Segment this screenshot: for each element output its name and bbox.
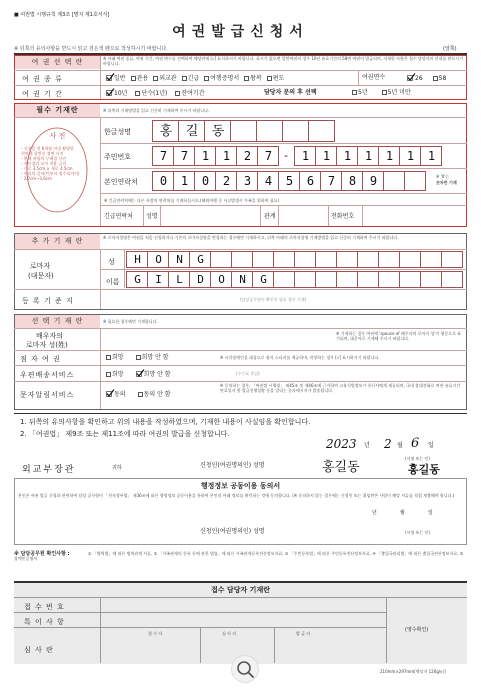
rrn-back-char: 1 — [322, 149, 331, 163]
pages-option[interactable] — [407, 75, 423, 82]
given-name-cell[interactable] — [315, 271, 337, 288]
passport-type-option[interactable] — [153, 75, 176, 82]
phone-cell[interactable] — [194, 171, 216, 191]
consent-signer-label: 신청인(여권명의인) 성명 — [200, 528, 265, 535]
emergency-phone-label: 전화번호 — [331, 213, 355, 220]
given-name-label: 이름 — [106, 278, 120, 286]
spouse-label-1: 배우자의 — [36, 332, 64, 340]
photo-note-line: : 3.2cm~3.6cm — [21, 176, 52, 181]
officer-option[interactable] — [352, 89, 368, 96]
official-label: ※ 담당공무원 확인사항 : — [14, 551, 70, 557]
rrn-back-cell[interactable] — [294, 146, 316, 166]
sms-option[interactable] — [138, 391, 171, 398]
korean-name-cell[interactable] — [178, 120, 205, 142]
korean-name-char: 홍 — [159, 124, 173, 139]
sms-service-label: 문자알림서비스 — [20, 391, 75, 399]
checkbox-icon[interactable] — [136, 355, 141, 360]
photo-note-line: - 머리의 길이(턱부터 정수리까지) — [21, 171, 80, 176]
rrn-dash: - — [282, 149, 290, 162]
spouse-surname-input[interactable] — [102, 331, 332, 349]
phone-char: 8 — [348, 174, 357, 188]
phone-label: 본인연락처 — [104, 178, 138, 186]
optional-section-label: 선 택 기 재 란 — [15, 315, 100, 328]
zoom-button[interactable] — [231, 655, 259, 683]
phone-char: 9 — [369, 174, 378, 188]
phone-char: 0 — [201, 174, 210, 188]
surname-char: G — [197, 253, 204, 266]
sms-note: ※ 동의하는 경우, 「여권법 시행령」 제45조 및 제46조에 근거하여 고유식별정보가 통신사에게 제공되며, 국내 휴대전화로 여권 유효기간 만료일자 및 발급진행상황 등을 알리는 문자메시지가 발송됩니다. — [220, 383, 461, 393]
rrn-front-char: 7 — [159, 149, 168, 163]
phone-cell[interactable] — [173, 171, 195, 191]
additional-section-note: ※ 로마자성명은 여권을 처음 신청하거나 기존의 로마자성명을 변경하는 경우에만 기재하시고, 뒤쪽 아래의 로마자성명 기재방법을 읽고 신중히 기재하여 주시기 바랍니다. — [103, 235, 399, 240]
phone-note-1: ※ '0'는 — [436, 174, 450, 179]
braille-passport-label: 점 자 여 권 — [20, 355, 61, 363]
officer-option-label: 5년 미만 — [387, 89, 411, 96]
officer-option-label: 5년 — [358, 89, 368, 96]
receipt-confirm-label: (영수확인) — [405, 627, 429, 633]
registered-domicile-hint: (담당공무원이 확인이 필요 경우 기재) — [240, 297, 307, 302]
date-day[interactable]: 6 — [411, 436, 420, 451]
given-name-cell[interactable] — [441, 271, 463, 288]
given-name-cell[interactable] — [273, 271, 295, 288]
photo-note-line: - 색안경과 모자 착용 금지 — [21, 161, 67, 166]
phone-cell[interactable] — [404, 171, 426, 191]
consent-month-unit: 월 — [400, 510, 405, 516]
korean-name-cell[interactable] — [282, 120, 309, 142]
emergency-relation-label: 관계 — [264, 213, 276, 220]
phone-char: 3 — [243, 174, 252, 188]
braille-option[interactable] — [136, 354, 169, 361]
period-option-label: 10년 — [114, 89, 128, 97]
phone-note-2: 숫자만 기재 — [436, 180, 457, 185]
phone-cell[interactable] — [257, 171, 279, 191]
consent-title: 행정정보 공동이용 동의서 — [200, 482, 281, 490]
given-name-char: O — [218, 273, 225, 286]
magnifier-icon — [232, 656, 260, 684]
sms-option-label: 동의 — [114, 390, 126, 398]
emergency-relation-input[interactable] — [280, 208, 326, 224]
given-name-cell[interactable] — [399, 271, 421, 288]
rrn-front-char: 7 — [180, 149, 189, 163]
given-name-cell[interactable] — [231, 271, 253, 288]
phone-char: 5 — [285, 174, 294, 188]
officer-select-label: 담당자 문의 후 선택 — [264, 89, 317, 96]
photo-note-line: - 흰색 바탕의 무배경 사진 — [21, 156, 67, 161]
photo-note-line: 천연색 상반신 정면 사진 — [21, 151, 64, 156]
passport-period-options — [106, 89, 213, 97]
rrn-back-cell[interactable] — [399, 146, 421, 166]
day-unit: 일 — [428, 442, 434, 449]
surname-cell[interactable] — [210, 251, 232, 268]
korean-name-cell[interactable] — [256, 120, 283, 142]
pages-options — [407, 74, 456, 82]
officer-option[interactable] — [382, 89, 411, 96]
page-side: (앞쪽) — [443, 46, 457, 52]
phone-char: 2 — [222, 174, 231, 188]
form-notice: ※ 뒤쪽의 유의사항을 반드시 읽고 검은색 펜으로 작성하시기 바랍니다. — [14, 46, 168, 52]
consent-day-unit: 일 — [428, 510, 433, 516]
given-name-cell[interactable] — [126, 271, 148, 288]
emergency-name-input[interactable] — [162, 208, 258, 224]
braille-note: ※ 시각장애인을 대상으로 점자 스티커를 제공하며, 희망하는 경우 [√] 표시하시기 바랍니다. — [220, 355, 380, 360]
phone-cell[interactable] — [236, 171, 258, 191]
surname-cell[interactable] — [336, 251, 358, 268]
surname-cell[interactable] — [252, 251, 274, 268]
reception-title: 접수 담당자 기재란 — [211, 586, 270, 594]
checkbox-icon[interactable] — [433, 76, 438, 81]
checkbox-icon[interactable] — [175, 91, 180, 96]
postal-options — [106, 370, 183, 378]
surname-cell[interactable] — [168, 251, 190, 268]
postal-option[interactable] — [136, 371, 171, 378]
official-text: ① 「병역법」에 따른 병역관계 서류, ② 「가족관계의 등록 등에 관한 법률」에 따른 가족관계등록전산정보자료, ③ 「주민등록법」에 따른 주민등록전산정보자료, ④ 「출입국관리법」에 따른 출입국전산정보자료, ⑤ 장애인증명서 — [14, 551, 464, 561]
selection-section-note: ※ 아래 여권 종류, 여권 기간, 여권 면수를 선택하여 해당란에 [√] 표시하시기 바랍니다. 표시가 없으면 일반여권의 경우 10년 유효기간의 58면 여권이 발급되며, 자세한 사항은 접수 담당자의 안내를 받으시기 바랍니다. — [103, 56, 464, 66]
postal-service-label: 우편배송서비스 — [20, 371, 75, 379]
paper-spec: 210mm×297mm[백상지 120g/㎡] — [380, 669, 446, 674]
checkbox-icon[interactable] — [267, 76, 272, 81]
phone-char: 7 — [327, 174, 336, 188]
rrn-front-char: 1 — [222, 149, 231, 163]
passport-type-option[interactable] — [204, 75, 239, 82]
checkbox-checked-icon[interactable] — [106, 89, 114, 97]
given-name-cell[interactable] — [378, 271, 400, 288]
surname-cell[interactable] — [189, 251, 211, 268]
emergency-phone-input[interactable] — [364, 208, 464, 224]
given-name-cell[interactable] — [336, 271, 358, 288]
spouse-label-2: 로마자 성(姓) — [26, 341, 68, 349]
spouse-note: ※ 기재하는 경우 여권에 'spouse of 배우자의 로마자 성'이 영문으로 표기되며, 대문자로 기재해 주시기 바랍니다. — [336, 331, 462, 341]
additional-section-label: 추 가 기 재 란 — [15, 234, 100, 249]
declaration-line-2: 2. 「여권법」 제9조 또는 제11조에 따라 여권의 발급을 신청합니다. — [20, 430, 230, 438]
photo-note-line: - 신청일 전 6개월 이내 촬영한 — [21, 146, 74, 151]
phone-char: 4 — [264, 174, 273, 188]
surname-cell[interactable] — [273, 251, 295, 268]
sms-option-label: 동의 안 함 — [143, 390, 171, 398]
surname-char: H — [134, 253, 141, 266]
checkbox-icon[interactable] — [352, 90, 357, 95]
checkbox-icon[interactable] — [106, 372, 111, 377]
consent-sign-hint: (서명 또는 인) — [405, 530, 430, 535]
passport-type-option-label: 긴급 — [187, 74, 200, 82]
braille-option[interactable] — [106, 354, 124, 361]
checkbox-icon[interactable] — [182, 76, 187, 81]
rrn-front-char: 1 — [201, 149, 210, 163]
selection-section-label: 여 권 선 택 란 — [15, 56, 100, 69]
checkbox-checked-icon[interactable] — [106, 390, 114, 398]
given-name-char: G — [260, 273, 267, 286]
phone-char: 6 — [306, 174, 315, 188]
rrn-front-cell[interactable] — [194, 146, 216, 166]
required-section-label: 필수 기재란 — [15, 104, 100, 117]
sms-options — [106, 390, 183, 398]
rrn-back-cell[interactable] — [378, 146, 400, 166]
given-name-char: N — [239, 273, 246, 286]
roman-label: 로마자 — [30, 262, 51, 270]
postal-option[interactable] — [106, 371, 124, 378]
checkbox-icon[interactable] — [135, 91, 140, 96]
passport-type-option-label: 관용 — [136, 74, 149, 82]
rrn-front-cell[interactable] — [173, 146, 195, 166]
korean-name-cell[interactable] — [308, 120, 335, 142]
given-name-cell[interactable] — [147, 271, 169, 288]
consent-text: 본인은 여권 발급 신청과 관련하여 담당 공무원이 「전자정부법」 제36조에 따른 행정정보 공동이용을 통하여 본인의 아래 정보를 확인하는 것에 동의합니다. (※ 동의하지 않는 경우에는 신청인 또는 위임받은 사람이 해당 서류를 직접 제출해야 합니다.) — [18, 493, 455, 498]
checkbox-icon[interactable] — [153, 76, 158, 81]
phone-cell[interactable] — [152, 171, 174, 191]
registered-domicile-input[interactable] — [102, 292, 464, 307]
rrn-front-cell[interactable] — [215, 146, 237, 166]
phone-cell[interactable] — [215, 171, 237, 191]
pages-label: 여권면수 — [362, 74, 386, 81]
korean-name-cell[interactable] — [152, 120, 179, 142]
passport-type-option-label: 일반 — [114, 74, 126, 82]
surname-cell[interactable] — [441, 251, 463, 268]
given-name-cell[interactable] — [357, 271, 379, 288]
addressee-suffix: 귀하 — [112, 465, 122, 471]
rrn-front-cell[interactable] — [152, 146, 174, 166]
passport-type-option[interactable] — [106, 75, 126, 82]
issuer-label: 발 급 자 — [296, 631, 311, 636]
photo-notes — [21, 146, 80, 181]
officer-options — [352, 89, 425, 96]
passport-type-option[interactable] — [182, 75, 200, 82]
braille-options — [106, 354, 181, 361]
pages-option[interactable] — [433, 75, 447, 82]
emergency-note: ※ 긴급연락처에는 다른 사람의 연락처를 기재하십시오.(해외여행 중 사고발생시 가족을 위하여 필요) — [104, 198, 280, 203]
rrn-back-cell[interactable] — [315, 146, 337, 166]
rrn-back-cell[interactable] — [336, 146, 358, 166]
special-notes-label: 특 이 사 항 — [24, 618, 65, 626]
checkbox-icon[interactable] — [244, 76, 249, 81]
checkbox-checked-icon[interactable] — [136, 370, 144, 378]
period-option[interactable] — [175, 90, 204, 97]
receiver-label: 접 수 자 — [148, 631, 163, 636]
given-name-cell[interactable] — [252, 271, 274, 288]
rrn-back-char: 1 — [385, 149, 394, 163]
passport-type-option[interactable] — [131, 75, 149, 82]
passport-type-option-label: 여행증명서 — [210, 74, 240, 82]
checkbox-checked-icon[interactable] — [407, 74, 415, 82]
form-rule-label: ■ 여권법 시행규칙 제3조 [별지 제1호서식] — [14, 12, 110, 18]
declaration-line-1: 1. 뒤쪽의 유의사항을 확인하고 위의 내용을 작성하였으며, 기재한 내용이 사실임을 확인합니다. — [20, 418, 311, 426]
period-option[interactable] — [135, 90, 167, 97]
registered-domicile-label: 등 록 기 준 지 — [22, 297, 74, 305]
rrn-label: 주민번호 — [104, 153, 132, 161]
phone-cell[interactable] — [362, 171, 384, 191]
korean-name-label: 한글성명 — [104, 128, 132, 136]
roman-sub-label: (대문자) — [28, 272, 54, 280]
period-option[interactable] — [106, 90, 127, 97]
given-name-char: G — [134, 273, 141, 286]
period-option-label: 잔여기간 — [181, 89, 205, 97]
surname-cell[interactable] — [294, 251, 316, 268]
phone-cell[interactable] — [278, 171, 300, 191]
reviewer-label: 심 사 자 — [222, 631, 237, 636]
surname-cell[interactable] — [147, 251, 169, 268]
checkbox-icon[interactable] — [204, 76, 209, 81]
year-unit: 년 — [364, 442, 370, 449]
surname-cell[interactable] — [399, 251, 421, 268]
postal-option-label: 희망 — [112, 370, 124, 378]
receipt-number-label: 접 수 번 호 — [24, 603, 65, 611]
phone-cell[interactable] — [341, 171, 363, 191]
signer-name[interactable]: 홍길동 — [322, 460, 360, 475]
surname-cell[interactable] — [126, 251, 148, 268]
period-option-label: 단수(1년) — [141, 89, 168, 97]
surname-cell[interactable] — [231, 251, 253, 268]
signer-label: 신청인(여권명의인) 성명 — [200, 462, 265, 469]
korean-name-cell[interactable] — [230, 120, 257, 142]
korean-name-cell[interactable] — [204, 120, 231, 142]
phone-cell[interactable] — [299, 171, 321, 191]
given-name-char: D — [197, 273, 204, 286]
phone-cell[interactable] — [320, 171, 342, 191]
passport-type-option-label: 편도 — [272, 74, 285, 82]
checkbox-checked-icon[interactable] — [106, 74, 114, 82]
checkbox-icon[interactable] — [382, 90, 387, 95]
consent-year-unit: 년 — [372, 510, 377, 516]
given-name-char: I — [155, 273, 162, 286]
korean-name-char: 동 — [211, 124, 225, 139]
photo-note-line: - 가로 3.5cm × 세로 4.5cm — [21, 166, 73, 171]
passport-type-label: 여 권 종 류 — [22, 75, 63, 83]
addressee: 외교부장관 — [22, 465, 76, 475]
given-name-cell[interactable] — [189, 271, 211, 288]
passport-type-option[interactable] — [267, 75, 285, 82]
rrn-front-cell[interactable] — [236, 146, 258, 166]
date-year[interactable]: 2023 — [326, 437, 357, 451]
rrn-back-char: 1 — [406, 149, 415, 163]
passport-period-label: 여 권 기 간 — [22, 90, 63, 98]
rrn-front-cell[interactable] — [257, 146, 279, 166]
surname-cell[interactable] — [378, 251, 400, 268]
braille-option-label: 희망 안 함 — [141, 354, 169, 361]
rrn-back-char: 1 — [364, 149, 373, 163]
pages-option-label: 58 — [438, 74, 447, 82]
date-month[interactable]: 2 — [384, 437, 392, 451]
surname-char: N — [176, 253, 183, 266]
rrn-back-char: 1 — [427, 149, 436, 163]
phone-char: 0 — [159, 174, 168, 188]
passport-type-option-label: 외교관 — [159, 74, 177, 82]
surname-cell[interactable] — [315, 251, 337, 268]
review-label: 심 사 란 — [24, 646, 54, 654]
photo-area — [15, 118, 100, 226]
given-name-char: L — [176, 273, 183, 286]
surname-label: 성 — [108, 258, 115, 266]
phone-char: 1 — [180, 174, 189, 188]
braille-option-label: 희망 — [112, 354, 124, 361]
rrn-back-char: 1 — [301, 149, 310, 163]
form-title: 여권발급신청서 — [172, 24, 309, 40]
postal-option-label: 희망 안 함 — [143, 370, 171, 378]
passport-type-options — [106, 74, 289, 82]
surname-char: O — [155, 253, 162, 266]
optional-section-note: ※ 필요한 경우에만 기재합니다. — [103, 319, 158, 324]
given-name-cell[interactable] — [210, 271, 232, 288]
checkbox-icon[interactable] — [106, 355, 111, 360]
korean-name-char: 길 — [185, 124, 199, 139]
given-name-cell[interactable] — [294, 271, 316, 288]
surname-cell[interactable] — [357, 251, 379, 268]
postal-note: (수수료 후납) — [236, 371, 260, 376]
surname-cell[interactable] — [420, 251, 442, 268]
passport-type-option-label: 왕복 — [250, 74, 262, 82]
phone-cell[interactable] — [383, 171, 405, 191]
emergency-name-label: 성명 — [146, 213, 158, 220]
sms-option[interactable] — [106, 391, 126, 398]
emergency-label: 긴급연락처 — [104, 213, 133, 220]
required-section-note: ※ 뒤쪽의 기재방법을 읽고 신중히 기재하여 주시기 바랍니다. — [103, 108, 210, 113]
pages-option-label: 26 — [415, 74, 423, 82]
checkbox-icon[interactable] — [131, 76, 136, 81]
passport-type-option[interactable] — [244, 75, 262, 82]
given-name-cell[interactable] — [420, 271, 442, 288]
sign-hint: (서명 또는 인) — [405, 456, 430, 461]
month-unit: 월 — [397, 442, 403, 449]
given-name-cell[interactable] — [168, 271, 190, 288]
rrn-back-char: 1 — [343, 149, 352, 163]
rrn-front-char: 7 — [264, 149, 273, 163]
checkbox-icon[interactable] — [138, 392, 143, 397]
photo-title: 사 진 — [49, 132, 66, 140]
rrn-front-char: 2 — [243, 149, 252, 163]
rrn-back-cell[interactable] — [357, 146, 379, 166]
rrn-back-cell[interactable] — [420, 146, 442, 166]
handwritten-signature[interactable]: 홍길동 — [408, 463, 440, 476]
